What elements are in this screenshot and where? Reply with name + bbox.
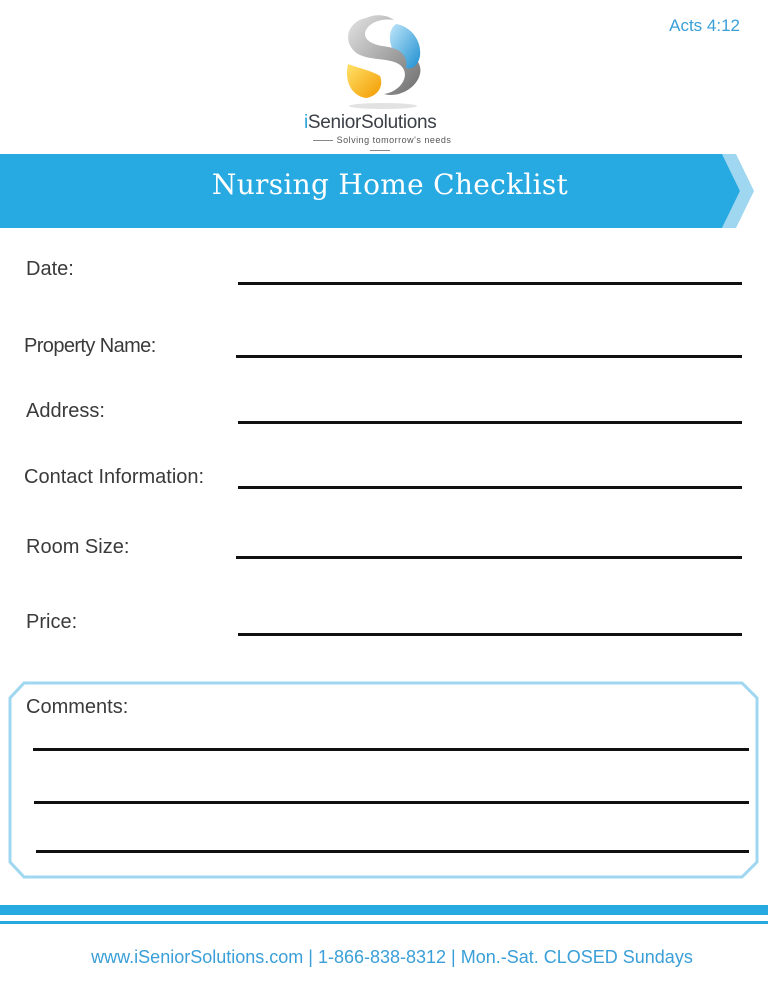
address-label: Address:	[26, 400, 105, 422]
room-size-field[interactable]	[236, 556, 742, 559]
logo-wordmark	[304, 112, 464, 134]
room-size-label: Room Size:	[26, 536, 130, 558]
address-field[interactable]	[238, 421, 742, 424]
footer-stripe-thin	[0, 921, 768, 924]
page-title: Nursing Home Checklist	[211, 168, 569, 201]
date-label: Date:	[26, 258, 74, 280]
comments-label: Comments:	[26, 696, 129, 718]
logo-tagline: Solving tomorrow's needs	[300, 135, 460, 155]
comment-line-2[interactable]	[34, 801, 749, 804]
comment-line-1[interactable]	[33, 748, 749, 751]
logo-prefix: i	[304, 112, 308, 133]
price-label: Price:	[26, 611, 78, 633]
date-field[interactable]	[238, 282, 742, 285]
contact-information-label: Contact Information:	[24, 466, 205, 488]
verse-reference: Acts 4:12	[669, 16, 740, 35]
isenior-logo-icon	[336, 10, 430, 110]
comment-line-3[interactable]	[36, 850, 749, 853]
property-name-label: Property Name:	[24, 335, 156, 357]
footer-contact-info: www.iSeniorSolutions.com | 1-866-838-8312 | Mon.-Sat. CLOSED Sundays	[91, 947, 693, 967]
logo-name: SeniorSolutions	[307, 112, 437, 133]
footer-stripe-thick	[0, 905, 768, 915]
property-name-field[interactable]	[236, 355, 742, 358]
price-field[interactable]	[238, 633, 742, 636]
contact-information-field[interactable]	[238, 486, 742, 489]
